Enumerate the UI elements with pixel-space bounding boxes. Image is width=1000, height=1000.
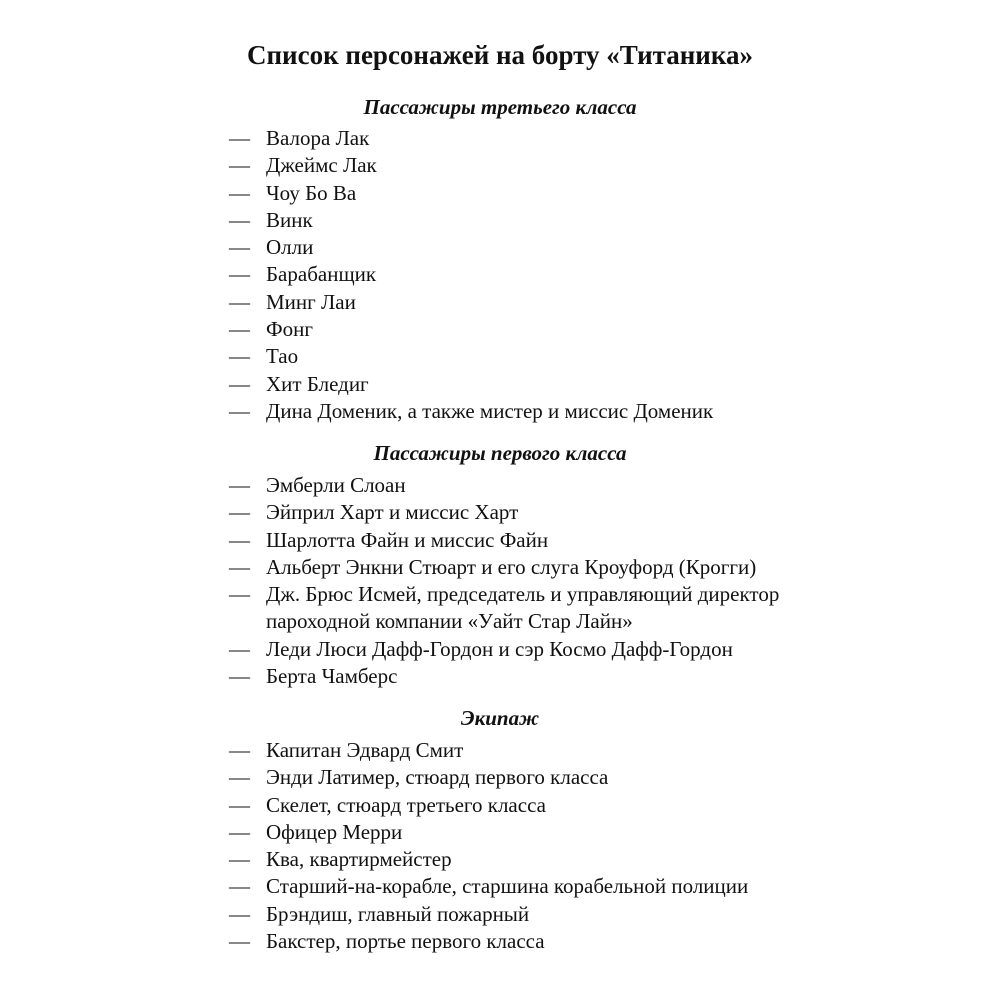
- list-item-text: Леди Люси Дафф-Гордон и сэр Космо Дафф-Гордон: [266, 636, 733, 661]
- list-item-text: Хит Бледиг: [266, 371, 369, 396]
- list-item: [229, 928, 789, 955]
- section-heading-third-class: Пассажиры третьего класса: [363, 95, 637, 119]
- list-item: [229, 737, 789, 764]
- list-item-text: Винк: [266, 207, 313, 232]
- list-item: [229, 636, 789, 663]
- list-item: [229, 207, 789, 234]
- list-item-text: Эйприл Харт и миссис Харт: [266, 500, 519, 525]
- list-item: [229, 554, 789, 581]
- dash: —: [229, 207, 250, 232]
- list-item-text: Тао: [266, 344, 299, 369]
- list-item-text: Капитан Эдвард Смит: [266, 738, 464, 762]
- list-item: [229, 371, 789, 398]
- list-item: [229, 873, 789, 900]
- list-item: [229, 289, 789, 316]
- dash: —: [229, 765, 250, 790]
- dash: —: [229, 344, 250, 369]
- list-item-text: Минг Лаи: [266, 289, 356, 314]
- list-item: [229, 819, 789, 846]
- dash: —: [229, 929, 250, 954]
- list-item: [229, 901, 789, 928]
- dash: —: [229, 398, 250, 423]
- list-item-text: Дина Доменик, а также мистер и миссис Доменик: [266, 398, 714, 423]
- list-item: [229, 261, 789, 288]
- dash: —: [229, 262, 250, 287]
- section-heading-crew: Экипаж: [460, 706, 540, 730]
- dash: —: [229, 738, 250, 762]
- dash: —: [229, 473, 250, 497]
- list-item-text: Фонг: [266, 317, 313, 342]
- list-item: [229, 152, 789, 179]
- page-title: Список персонажей на борту «Титаника»: [246, 40, 754, 70]
- dash: —: [229, 847, 250, 872]
- list-item: [229, 764, 789, 791]
- list-item: [229, 125, 789, 152]
- dash: —: [229, 500, 250, 525]
- first-class-list: [229, 472, 789, 690]
- list-item-text: Энди Латимер, стюард первого класса: [266, 765, 609, 790]
- list-item: [229, 398, 789, 425]
- dash: —: [229, 180, 250, 205]
- list-item: [229, 180, 789, 207]
- section-heading-first-class: Пассажиры первого класса: [373, 441, 627, 465]
- dash: —: [229, 289, 250, 314]
- list-item-text: Эмберли Слоан: [266, 473, 406, 497]
- dash: —: [229, 371, 250, 396]
- list-item-text: Валора Лак: [266, 126, 370, 150]
- list-item-text: Берта Чамберс: [266, 664, 398, 689]
- list-item-text: Скелет, стюард третьего класса: [266, 792, 546, 817]
- list-item-text: Шарлотта Файн и миссис Файн: [266, 527, 549, 552]
- list-item-text: Дж. Брюс Исмей, председатель и управляющий директор пароходной компании «Уайт Стар Лайн»: [266, 582, 780, 634]
- list-item: [229, 527, 789, 554]
- third-class-list: [229, 125, 789, 425]
- dash: —: [229, 901, 250, 926]
- dash: —: [229, 636, 250, 661]
- list-item-text: Ква, квартирмейстер: [266, 847, 452, 872]
- crew-list: [229, 737, 789, 955]
- list-item: [229, 343, 789, 370]
- list-item-text: Барабанщик: [266, 262, 377, 287]
- dash: —: [229, 317, 250, 342]
- list-item-text: Альберт Энкни Стюарт и его слуга Кроуфорд (Крогги): [266, 554, 757, 579]
- list-item: [229, 234, 789, 261]
- list-item: [229, 316, 789, 343]
- dash: —: [229, 874, 250, 899]
- dash: —: [229, 126, 250, 150]
- dash: —: [229, 153, 250, 178]
- list-item-text: Офицер Мерри: [266, 819, 403, 844]
- list-item-text: Бакстер, портье первого класса: [266, 929, 545, 954]
- dash: —: [229, 554, 250, 579]
- dash: —: [229, 819, 250, 844]
- list-item-text: Олли: [266, 235, 314, 260]
- list-item-text: Чоу Бо Ва: [266, 180, 357, 205]
- list-item-text: Брэндиш, главный пожарный: [266, 901, 530, 926]
- list-item: [229, 792, 789, 819]
- list-item: [229, 846, 789, 873]
- dash: —: [229, 582, 250, 607]
- list-item: [229, 472, 789, 499]
- dash: —: [229, 527, 250, 552]
- dash: —: [229, 235, 250, 260]
- list-item: [229, 581, 789, 636]
- list-item: [229, 499, 789, 526]
- dash: —: [229, 792, 250, 817]
- list-item-text: Старший-на-корабле, старшина корабельной полиции: [266, 874, 749, 899]
- list-item-text: Джеймс Лак: [266, 153, 377, 178]
- dash: —: [229, 664, 250, 689]
- list-item: [229, 663, 789, 690]
